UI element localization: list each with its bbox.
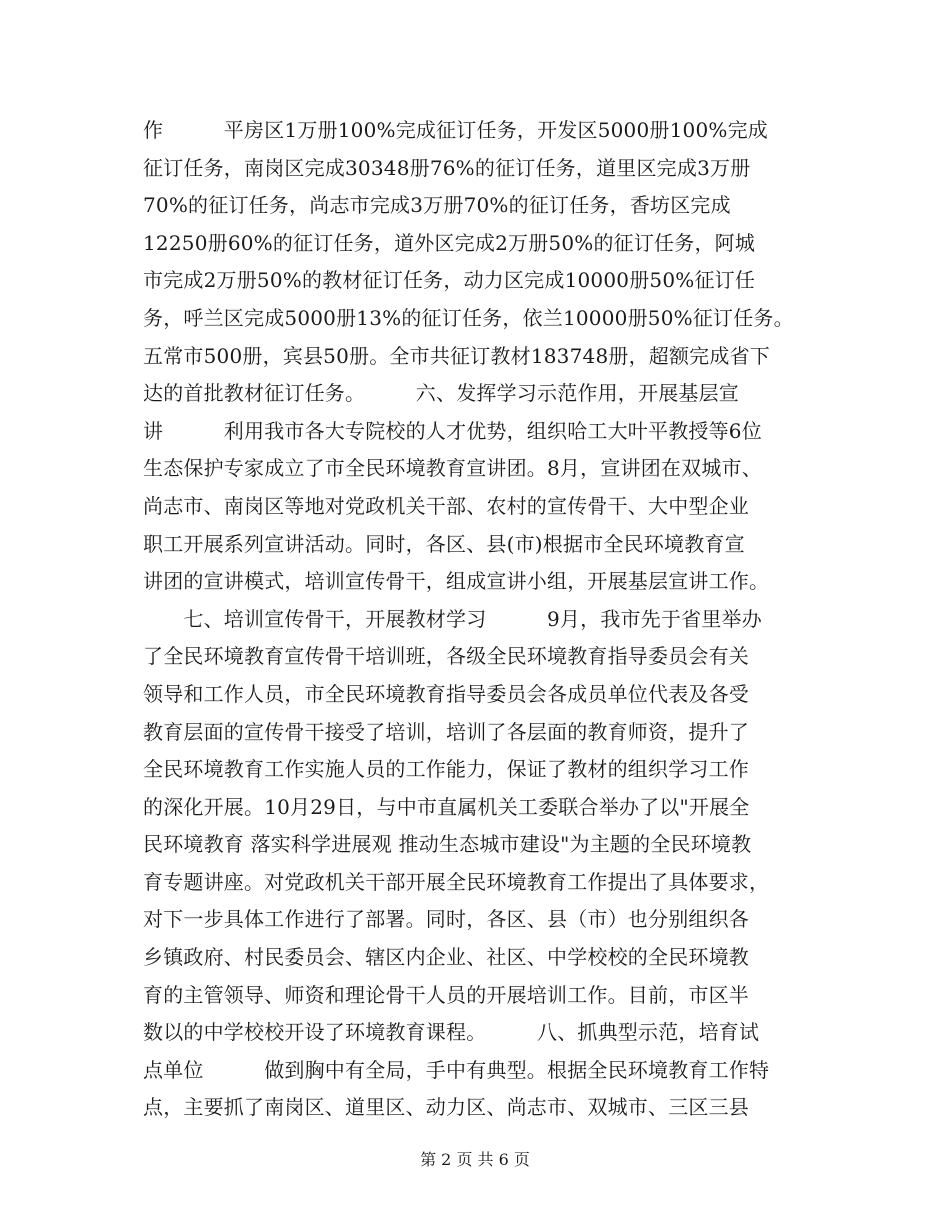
text-line: 职工开展系列宣讲活动。同时，各区、县(市)根据市全民环境教育宣 [143,531,745,556]
text-line: 民环境教育 落实科学进展观 推动生态城市建设"为主题的全民环境教 [143,832,752,857]
text-line: 达的首批教材征订任务。 六、发挥学习示范作用，开展基层宣 [143,381,739,406]
text-line: 12250册60%的征订任务，道外区完成2万册50%的征订任务，阿城 [143,230,756,255]
text-line: 五常市500册，宾县50册。全市共征订教材183748册，超额完成省下 [143,343,770,368]
text-line: 讲团的宣讲模式，培训宣传骨干，组成宣讲小组，开展基层宣讲工作。 [143,569,770,594]
text-line: 育专题讲座。对党政机关干部开展全民环境教育工作提出了具体要求， [143,869,770,894]
text-line: 作 平房区1万册100%完成征订任务，开发区5000册100%完成 [143,118,768,142]
text-line: 务，呼兰区完成5000册13%的征订任务，依兰10000册50%征订任务。 [143,305,794,330]
text-line: 教育层面的宣传骨干接受了培训，培训了各层面的教育师资，提升了 [143,719,749,744]
text-line: 讲 利用我市各大专院校的人才优势，组织哈工大叶平教授等6位 [143,418,762,443]
text-line: 70%的征订任务，尚志市完成3万册70%的征订任务，香坊区完成 [143,193,731,218]
document-body [143,112,843,1127]
text-line: 市完成2万册50%的教材征订任务，动力区完成10000册50%征订任 [143,268,756,293]
text-line: 领导和工作人员，市全民环境教育指导委员会各成员单位代表及各受 [143,681,749,706]
text-line: 了全民环境教育宣传骨干培训班，各级全民环境教育指导委员会有关 [143,644,749,669]
text-line: 点，主要抓了南岗区、道里区、动力区、尚志市、双城市、三区三县 [143,1095,749,1120]
text-line: 乡镇政府、村民委员会、辖区内企业、社区、中学校校的全民环境教 [143,945,749,970]
text-line: 育的主管领导、师资和理论骨干人员的开展培训工作。目前，市区半 [143,982,749,1007]
page-number-footer: 第 2 页 共 6 页 [420,1150,530,1169]
text-line: 尚志市、南岗区等地对党政机关干部、农村的宣传骨干、大中型企业 [143,493,749,518]
text-line: 全民环境教育工作实施人员的工作能力，保证了教材的组织学习工作 [143,757,749,782]
text-line: 数以的中学校校开设了环境教育课程。 八、抓典型示范，培育试 [143,1020,760,1045]
text-line: 的深化开展。10月29日，与中市直属机关工委联合举办了以"开展全 [143,794,750,819]
text-line: 生态保护专家成立了市全民环境教育宣讲团。8月，宣讲团在双城市、 [143,456,762,481]
text-line: 七、培训宣传骨干，开展教材学习 9月，我市先于省里举办 [143,606,762,631]
text-line: 征订任务，南岗区完成30348册76%的征订任务，道里区完成3万册 [143,155,751,180]
text-line: 对下一步具体工作进行了部署。同时，各区、县（市）也分别组织各 [143,907,749,932]
text-line: 点单位 做到胸中有全局，手中有典型。根据全民环境教育工作特 [143,1057,770,1082]
